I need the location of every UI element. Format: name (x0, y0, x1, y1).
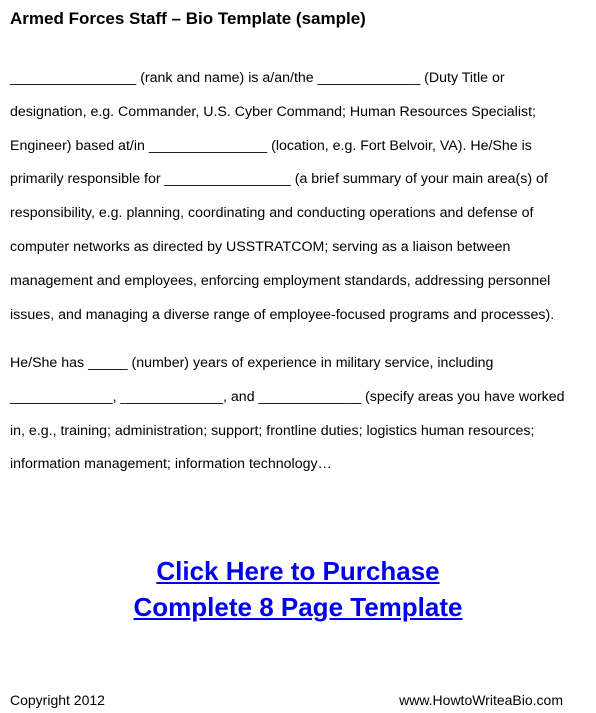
paragraph-line: primarily responsible for ________________ (a brief summary of your main area(s) of (10, 171, 548, 188)
paragraph-line: _____________, _____________, and _____________ (specify areas you have worked (10, 388, 565, 405)
paragraph-line: computer networks as directed by USSTRATCOM; serving as a liaison between (10, 238, 511, 255)
paragraph-line: information management; information technology… (10, 456, 332, 473)
purchase-link[interactable]: Click Here to Purchase (156, 556, 440, 586)
paragraph-line: issues, and managing a diverse range of employee-focused programs and processes). (10, 306, 555, 323)
paragraph-line: in, e.g., training; administration; support; frontline duties; logistics human resources; (10, 422, 535, 439)
footer-website: www.HowtoWriteaBio.com (399, 692, 563, 708)
footer-copyright: Copyright 2012 (10, 692, 105, 708)
purchase-link-line-2-wrap (0, 589, 596, 625)
purchase-link-template[interactable]: Complete 8 Page Template (133, 592, 463, 622)
paragraph-line: responsibility, e.g. planning, coordinating and conducting operations and defense of (10, 205, 534, 222)
paragraph-line: He/She has _____ (number) years of experience in military service, including (10, 355, 494, 371)
document-title: Armed Forces Staff – Bio Template (sample) (10, 9, 366, 28)
paragraph-intro (10, 62, 590, 332)
purchase-link-line-1-wrap (0, 553, 596, 589)
paragraph-line: ________________ (rank and name) is a/an/the _____________ (Duty Title or (10, 70, 505, 86)
paragraph-line: management and employees, enforcing employment standards, addressing personnel (10, 272, 551, 289)
paragraph-experience (10, 347, 590, 482)
paragraph-line: Engineer) based at/in _______________ (location, e.g. Fort Belvoir, VA). He/She is (10, 137, 532, 154)
paragraph-line: designation, e.g. Commander, U.S. Cyber Command; Human Resources Specialist; (10, 103, 536, 120)
